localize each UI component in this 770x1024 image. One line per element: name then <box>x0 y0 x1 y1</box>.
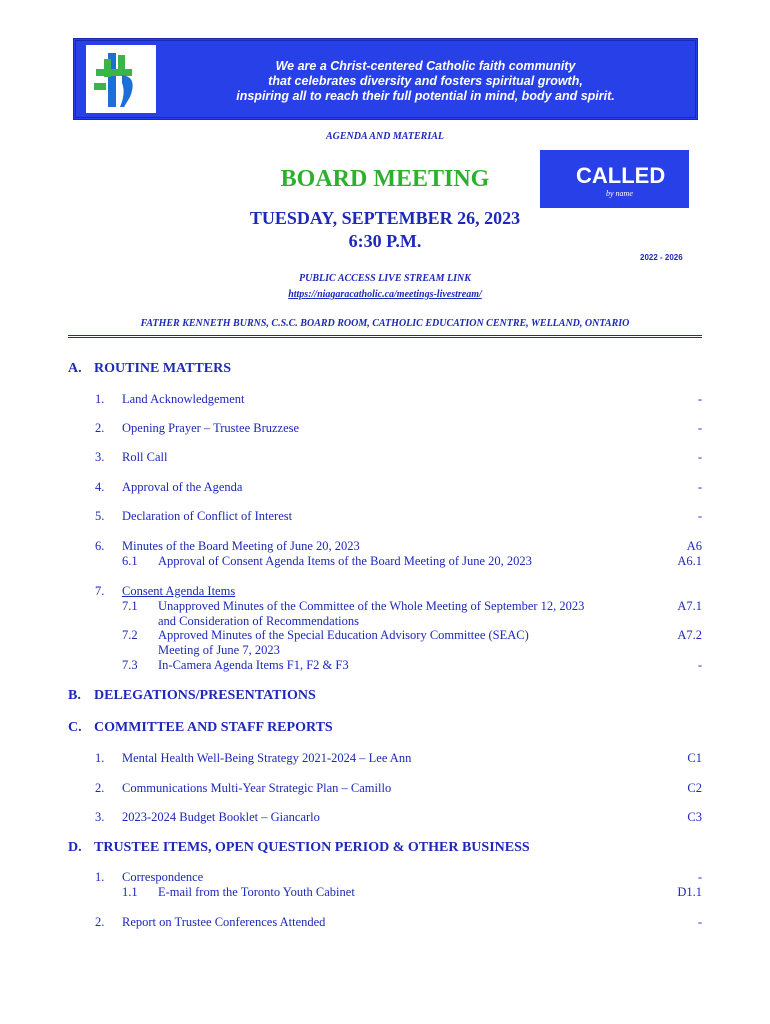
called-years: 2022 - 2026 <box>640 253 683 262</box>
subitem-text <box>158 599 658 629</box>
item-number: 7. <box>95 584 105 598</box>
item-number: 3. <box>95 450 105 464</box>
item-text: Report on Trustee Conferences Attended <box>122 915 326 929</box>
section-letter: C. <box>68 720 82 735</box>
mission-line: that celebrates diversity and fosters spiritual growth, <box>268 74 583 88</box>
section-heading <box>68 688 316 704</box>
item-number: 1. <box>95 870 105 884</box>
called-tagline: by name <box>606 189 633 198</box>
section-heading <box>68 840 530 856</box>
item-text: Roll Call <box>122 450 168 464</box>
item-text: Opening Prayer – Trustee Bruzzese <box>122 421 300 435</box>
subitem-line: Meeting of June 7, 2023 <box>158 643 280 657</box>
section-title: TRUSTEE ITEMS, OPEN QUESTION PERIOD & OTHER BUSINESS <box>94 840 530 855</box>
item-number: 2. <box>95 781 105 795</box>
item-number: 2. <box>95 915 105 929</box>
item-text: Correspondence <box>122 870 204 884</box>
meeting-date: TUESDAY, SEPTEMBER 26, 2023 <box>249 208 521 228</box>
item-ref: - <box>697 870 702 884</box>
item-number: 4. <box>95 480 105 494</box>
subitem-number: 1.1 <box>122 885 138 899</box>
mission-statement <box>166 59 685 104</box>
item-text: 2023-2024 Budget Booklet – Giancarlo <box>122 810 320 824</box>
subitem-line: and Consideration of Recommendations <box>158 614 360 628</box>
page-title: BOARD MEETING <box>280 166 490 192</box>
consent-agenda-link[interactable]: Consent Agenda Items <box>122 584 236 598</box>
item-ref: C1 <box>687 751 702 765</box>
stream-label: PUBLIC ACCESS LIVE STREAM LINK <box>299 273 471 284</box>
item-number: 6. <box>95 539 105 553</box>
item-ref: A6 <box>686 539 702 553</box>
item-number: 5. <box>95 509 105 523</box>
section-heading <box>68 361 231 377</box>
section-letter: A. <box>68 361 82 376</box>
section-title: DELEGATIONS/PRESENTATIONS <box>94 688 316 703</box>
item-ref: - <box>697 392 702 406</box>
item-ref: - <box>697 915 702 929</box>
stream-link[interactable]: https://niagaracatholic.ca/meetings-livestream/ <box>288 289 482 300</box>
subitem-number: 7.3 <box>122 658 138 672</box>
item-ref: C3 <box>687 810 702 824</box>
section-heading <box>68 720 333 736</box>
mission-banner <box>73 38 698 120</box>
subitem-number: 7.1 <box>122 599 138 613</box>
section-title: COMMITTEE AND STAFF REPORTS <box>94 720 333 735</box>
item-ref: - <box>697 480 702 494</box>
item-number: 2. <box>95 421 105 435</box>
subitem-number: 7.2 <box>122 628 138 642</box>
item-text: Land Acknowledgement <box>122 392 245 406</box>
called-by-name-logo <box>540 150 689 264</box>
subitem-line: Approved Minutes of the Special Education Advisory Committee (SEAC) <box>158 628 529 642</box>
subitem-text: Approval of Consent Agenda Items of the Board Meeting of June 20, 2023 <box>158 554 532 568</box>
item-ref: - <box>697 450 702 464</box>
item-text: Minutes of the Board Meeting of June 20, 2023 <box>122 539 360 553</box>
livestream-info <box>0 271 770 303</box>
subitem-line: Unapproved Minutes of the Committee of the Whole Meeting of September 12, 2023 <box>158 599 585 613</box>
subitem-text: In-Camera Agenda Items F1, F2 & F3 <box>158 658 349 672</box>
meeting-datetime <box>210 207 560 253</box>
item-ref: A7.2 <box>677 628 702 642</box>
item-text: Communications Multi-Year Strategic Plan – Camillo <box>122 781 392 795</box>
board-cross-logo <box>86 45 156 113</box>
meeting-location: FATHER KENNETH BURNS, C.S.C. BOARD ROOM, CATHOLIC EDUCATION CENTRE, WELLAND, ONTARIO <box>68 318 702 338</box>
item-ref: D1.1 <box>677 885 702 899</box>
item-text: Mental Health Well-Being Strategy 2021-2024 – Lee Ann <box>122 751 412 765</box>
section-letter: B. <box>68 688 81 703</box>
agenda-label: AGENDA AND MATERIAL <box>326 131 444 142</box>
subitem-number: 6.1 <box>122 554 138 568</box>
item-ref: - <box>697 421 702 435</box>
mission-line: inspiring all to reach their full potential in mind, body and spirit. <box>236 89 615 103</box>
subitem-text: E-mail from the Toronto Youth Cabinet <box>158 885 355 899</box>
item-number: 3. <box>95 810 105 824</box>
item-ref: - <box>697 509 702 523</box>
item-text: Declaration of Conflict of Interest <box>122 509 293 523</box>
section-letter: D. <box>68 840 82 855</box>
item-ref: A6.1 <box>677 554 702 568</box>
item-ref: C2 <box>687 781 702 795</box>
item-text: Approval of the Agenda <box>122 480 243 494</box>
subitem-text <box>158 628 658 658</box>
meeting-time: 6:30 P.M. <box>348 231 422 251</box>
item-ref: A7.1 <box>677 599 702 613</box>
item-number: 1. <box>95 751 105 765</box>
section-title: ROUTINE MATTERS <box>94 361 232 376</box>
mission-line: We are a Christ-centered Catholic faith community <box>275 59 576 73</box>
item-number: 1. <box>95 392 105 406</box>
item-ref: - <box>697 658 702 672</box>
called-word: CALLED <box>576 163 666 188</box>
